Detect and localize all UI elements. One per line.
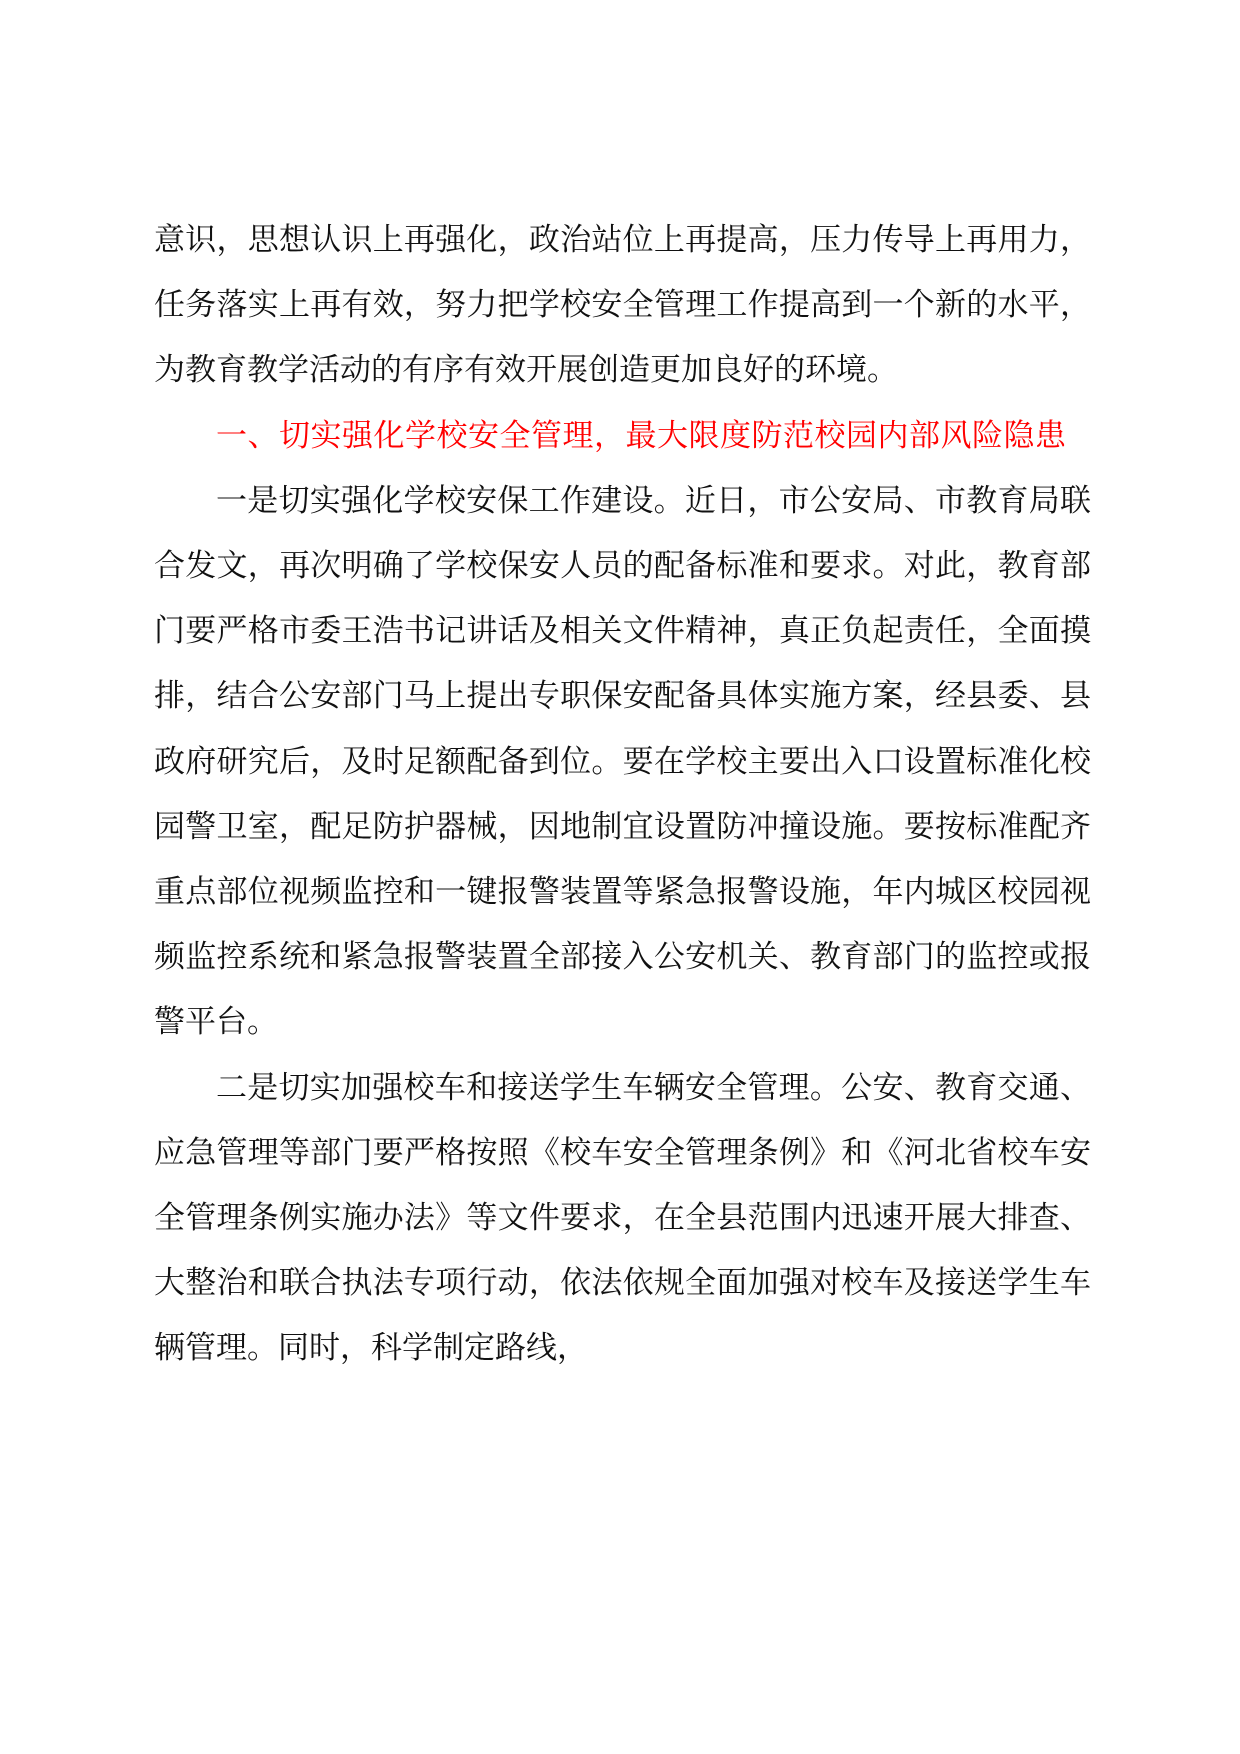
section-heading: 一、切实强化学校安全管理，最大限度防范校园内部风险隐患 <box>216 417 1067 454</box>
paragraph-school-bus-safety: 二是切实加强校车和接送学生车辆安全管理。公安、教育交通、应急管理等部门要严格按照《校车安全管理条例》和《河北省校车安全管理条例实施办法》等文件要求，在全县范围内迅速开展大排查、大整治和联合执法专项行动，依法依规全面加强对校车及接送学生车辆管理。同时，科学制定路线， <box>154 1069 1091 1367</box>
paragraph-security-staffing: 一是切实强化学校安保工作建设。近日，市公安局、市教育局联合发文，再次明确了学校保安人员的配备标准和要求。对此，教育部门要严格市委王浩书记讲话及相关文件精神，真正负起责任，全面摸排，结合公安部门马上提出专职保安配备具体实施方案，经县委、县政府研究后，及时足额配备到位。要在学校主要出入口设置标准化校园警卫室，配足防护器械，因地制宜设置防冲撞设施。要按标准配齐重点部位视频监控和一键报警装置等紧急报警设施，年内城区校园视频监控系统和紧急报警装置全部接入公安机关、教育部门的监控或报警平台。 <box>154 482 1091 1041</box>
paragraph-continuation: 意识，思想认识上再强化，政治站位上再提高，压力传导上再用力，任务落实上再有效，努力把学校安全管理工作提高到一个新的水平，为教育教学活动的有序有效开展创造更加良好的环境。 <box>154 222 1091 389</box>
document-body <box>154 208 1091 1382</box>
